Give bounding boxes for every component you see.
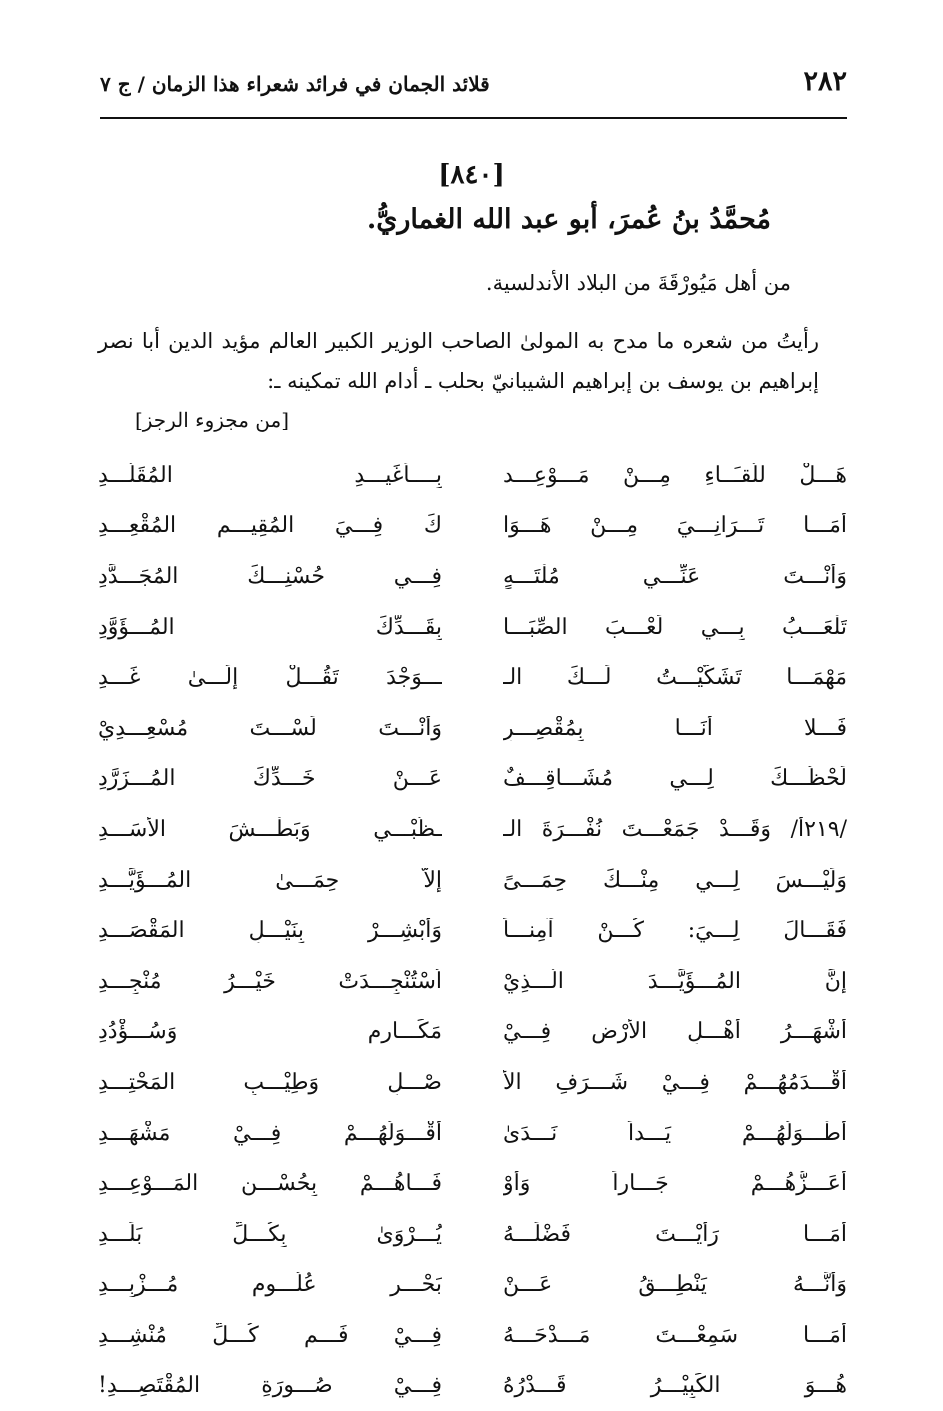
verse-line (98, 1260, 847, 1311)
page-header (100, 66, 847, 104)
first-hemistich: وَأَنَّـــهُ يَنْطِـــقُ عَـــنْ (503, 1272, 847, 1298)
verse-line (98, 652, 847, 703)
second-hemistich: مَكَـــارِمٍ وَسُـــؤْدُدِ (98, 1019, 442, 1045)
second-hemistich: وَأَبْشِـــرْ بِنَيْـــلِ المَقْصَـــدِ (98, 918, 442, 944)
second-hemistich: بِقَـــدِّكَ المُـــؤَوَّدِ (98, 614, 442, 640)
second-hemistich: فِـــيْ فَـــمِ كُـــلِّ مُنْشِـــدِ (98, 1322, 442, 1348)
verse-line (98, 551, 847, 602)
verse-line (98, 450, 847, 501)
verse-line (98, 1158, 847, 1209)
origin-line: من أهل مَيُورْقَةَ من البلاد الأندلسية. (485, 271, 791, 295)
second-hemistich: بَحْـــرِ عُلُـــومٍ مُـــزْبِـــدِ (98, 1272, 442, 1298)
verse-line (98, 703, 847, 754)
second-hemistich: ـظَّبْـــيِ وَبَطْـــشَ الأَسَـــدِ (98, 816, 442, 842)
first-hemistich: وَأَنْـــتَ عَنِّـــي مُلْتَـــهٍ (503, 563, 847, 589)
first-hemistich: مَهْمَـــا تَشَكَّيْـــتُ لَـــكَ الـ (503, 665, 847, 691)
second-hemistich: فِـــيْ صُـــورَةِ المُقْتَصِـــدِ! (98, 1373, 442, 1399)
entry-number: [٨٤٠] (438, 160, 505, 190)
first-hemistich: هَـــلْ للّقـَــاءِ مِـــنْ مَـــوْعِـــد (503, 462, 847, 488)
verse-line (98, 1057, 847, 1108)
first-hemistich: فَـــلا أَنَـــا بِمُقْصِـــرٍ (503, 715, 847, 741)
second-hemistich: بِــــأُغَيـــدِ المُقَلَّـــدِ (98, 462, 442, 488)
first-hemistich: هُـــوَ الكَبِيْـــرُ قَـــدْرُهُ (503, 1373, 847, 1399)
poem (98, 450, 847, 1411)
first-hemistich: أَمَـــا سَمِعْـــتَ مَـــدْحَـــهُ (503, 1322, 847, 1348)
first-hemistich: إِنَّ المُـــؤَيَّـــدَ الَّـــذِيْ (503, 968, 847, 994)
first-hemistich: أَقْـــدَمُهُـــمْ فِـــيْ شَـــرَفِ الأَ (503, 1069, 847, 1095)
first-hemistich: أَشْهَـــرُ أَهْـــلِ الأَرْضِ فِـــيْ (503, 1019, 847, 1045)
second-hemistich: فَـــاهُـــمْ بِحُسْـــنِ المَـــوْعِـــدِ (98, 1171, 442, 1197)
first-hemistich: أَمَـــا تَـــرَانِـــيَ مِـــنْ هَـــوَا (503, 513, 847, 539)
verse-line (98, 905, 847, 956)
meter-label: [من مجزوء الرجز] (134, 408, 289, 432)
verse-line (98, 855, 847, 906)
first-hemistich: أَمَـــا رَأَيْـــتَ فَضْلَـــهُ (503, 1221, 847, 1247)
verse-line (98, 804, 847, 855)
verse-line (98, 1007, 847, 1058)
first-hemistich: وَلَيْـــسَ لِـــي مِنْـــكَ حِمَـــىً (503, 867, 847, 893)
page-number: ٢٨٢ (803, 66, 847, 97)
second-hemistich: وَأَنْـــتَ لَسْـــتَ مُسْعِـــدِيْ (98, 715, 442, 741)
verse-line (98, 1209, 847, 1260)
second-hemistich: فِـــي حُسْنِـــكَ المُجَـــدَّدِ (98, 563, 442, 589)
header-rule (100, 117, 847, 119)
verse-line (98, 1310, 847, 1361)
first-hemistich: فَقَـــالَ لِـــيَ: كُـــنْ آمِنـــاً (503, 918, 847, 944)
second-hemistich: صْـــلِ وَطِيْـــبِ المَحْتِـــدِ (98, 1069, 442, 1095)
first-hemistich: تَلْعَـــبُ بِـــي لَعْـــبَ الصِّبَـــا (503, 614, 847, 640)
first-hemistich: لَحْظُـــكَ لِـــي مُشَـــاقِـــفٌ (503, 766, 847, 792)
second-hemistich: كَ فِـــيَ المُقِيـــمِ المُقْعِـــدِ (98, 513, 442, 539)
first-hemistich: أَطْـــوَلُهُـــمْ يَـــداً نَـــدَىٰ (503, 1120, 847, 1146)
second-hemistich: ـــوَجْدَ تَقُـــلْ إلَـــىٰ غَـــدِ (98, 665, 442, 691)
second-hemistich: أَقْـــوَلُهُـــمْ فِـــيْ مَشْهَـــدِ (98, 1120, 442, 1146)
first-hemistich: أَعَـــزُّهُـــمْ جَـــاراً وَأَوْ (503, 1171, 847, 1197)
second-hemistich: اُسْتُنْجِـــدَتْ خَيْـــرُ مُنْجِـــدِ (98, 968, 442, 994)
second-hemistich: عَـــنْ خَـــدِّكَ المُـــزَرَّدِ (98, 766, 442, 792)
second-hemistich: يُـــرْوَىٰ بِكُـــلِّ بَلَـــدِ (98, 1221, 442, 1247)
first-hemistich: /٢١٩أ/ وَقَـــدْ جَمَعْـــتَ نُفْـــرَةَ الـ (503, 816, 847, 842)
verse-line (98, 956, 847, 1007)
running-title: قلائد الجمان في فرائد شعراء هذا الزمان / ج ٧ (100, 72, 490, 96)
verse-line (98, 602, 847, 653)
verse-line (98, 1361, 847, 1411)
verse-line (98, 1108, 847, 1159)
verse-line (98, 754, 847, 805)
second-hemistich: إِلاَّ حِمَـــىٰ المُـــؤَيَّـــدِ (98, 867, 442, 893)
intro-paragraph: رأيتُ من شعره ما مدح به المولىٰ الصاحب الوزير الكبير العالم مؤيد الدين أبا نصر إبراهيم بن يوسف بن إبراهيم الشيبانيّ بحلب ـ أدام الله تمكينه ـ: (98, 329, 819, 393)
verse-line (98, 501, 847, 552)
entry-name: مُحمَّدُ بنُ عُمرَ، أبو عبد الله الغماريُّ. (366, 204, 771, 235)
